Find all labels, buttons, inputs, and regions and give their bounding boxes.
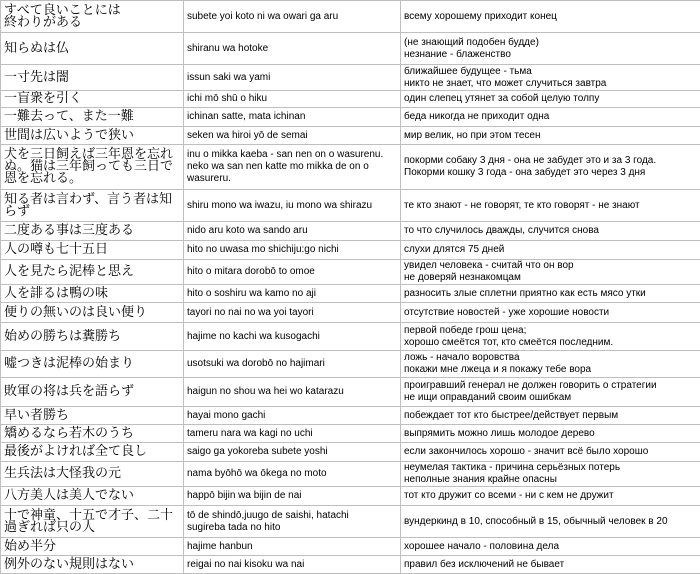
- romaji-cell: ichinan satte, mata ichinan: [184, 108, 401, 127]
- proverb-row: [1, 351, 700, 378]
- russian-translation-cell: первой победе грош цена; хорошо смеётся тот, кто смеётся последним.: [401, 323, 700, 351]
- romaji-cell: hajime hanbun: [184, 538, 401, 556]
- romaji-cell: tō de shindō,juugo de saishi, hatachi sugireba tada no hito: [184, 506, 401, 538]
- proverb-row: [1, 222, 700, 241]
- russian-translation-cell: если закончилось хорошо - значит всё было хорошо: [401, 443, 700, 462]
- romaji-cell: nama byōhō wa ōkega no moto: [184, 462, 401, 487]
- proverb-row: [1, 506, 700, 538]
- japanese-proverb-cell: 世間は広いようで狭い: [1, 127, 184, 145]
- japanese-proverb-cell: 一寸先は闇: [1, 65, 184, 91]
- russian-translation-cell: отсутствие новостей - уже хорошие новости: [401, 303, 700, 323]
- romaji-cell: haigun no shou wa hei wo katarazu: [184, 378, 401, 407]
- japanese-proverb-cell: 二度ある事は三度ある: [1, 222, 184, 241]
- romaji-cell: reigai no nai kisoku wa nai: [184, 556, 401, 574]
- romaji-cell: shiru mono wa iwazu, iu mono wa shirazu: [184, 190, 401, 222]
- proverb-row: [1, 378, 700, 407]
- japanese-proverb-cell: 犬を三日飼えば三年恩を忘れぬ。猫は三年飼っても三日で恩を忘れる。: [1, 145, 184, 190]
- romaji-cell: tayori no nai no wa yoi tayori: [184, 303, 401, 323]
- japanese-proverb-cell: 人を誹るは鴨の味: [1, 285, 184, 303]
- japanese-proverb-cell: 例外のない規則はない: [1, 556, 184, 574]
- japanese-proverb-cell: 便りの無いのは良い便り: [1, 303, 184, 323]
- russian-translation-cell: всему хорошему приходит конец: [401, 1, 700, 33]
- japanese-proverb-cell: 一難去って、また一難: [1, 108, 184, 127]
- russian-translation-cell: вундеркинд в 10, способный в 15, обычный человек в 20: [401, 506, 700, 538]
- romaji-cell: nido aru koto wa sando aru: [184, 222, 401, 241]
- romaji-cell: hito o mitara dorobō to omoe: [184, 260, 401, 285]
- russian-translation-cell: мир велик, но при этом тесен: [401, 127, 700, 145]
- japanese-proverb-cell: 一盲衆を引く: [1, 91, 184, 108]
- romaji-cell: hito o soshiru wa kamo no aji: [184, 285, 401, 303]
- proverb-row: [1, 303, 700, 323]
- romaji-cell: saigo ga yokoreba subete yoshi: [184, 443, 401, 462]
- proverb-row: [1, 323, 700, 351]
- romaji-cell: hajime no kachi wa kusogachi: [184, 323, 401, 351]
- proverb-row: [1, 487, 700, 506]
- romaji-cell: subete yoi koto ni wa owari ga aru: [184, 1, 401, 33]
- russian-translation-cell: то что случилось дважды, случится снова: [401, 222, 700, 241]
- russian-translation-cell: те кто знают - не говорят, те кто говорят - не знают: [401, 190, 700, 222]
- proverb-row: [1, 425, 700, 443]
- russian-translation-cell: ближайшее будущее - тьма никто не знает, что может случиться завтра: [401, 65, 700, 91]
- proverb-row: [1, 462, 700, 487]
- japanese-proverb-cell: 早い者勝ち: [1, 407, 184, 425]
- russian-translation-cell: ложь - начало воровства покажи мне лжеца и я покажу тебе вора: [401, 351, 700, 378]
- japanese-proverb-cell: 始め半分: [1, 538, 184, 556]
- romaji-cell: ichi mō shū o hiku: [184, 91, 401, 108]
- japanese-proverb-cell: 知る者は言わず、言う者は知らず: [1, 190, 184, 222]
- japanese-proverb-cell: 十で神童、十五で才子、二十過ぎれば只の人: [1, 506, 184, 538]
- russian-translation-cell: выпрямить можно лишь молодое дерево: [401, 425, 700, 443]
- russian-translation-cell: тот кто дружит со всеми - ни с кем не дружит: [401, 487, 700, 506]
- romaji-cell: inu o mikka kaeba - san nen on o wasurenu. neko wa san nen katte mo mikka de on o wasureru.: [184, 145, 401, 190]
- japanese-proverb-cell: 敗軍の将は兵を語らず: [1, 378, 184, 407]
- russian-translation-cell: разносить злые сплетни приятно как есть мясо утки: [401, 285, 700, 303]
- russian-translation-cell: проигравший генерал не должен говорить о стратегии не ищи оправданий своим ошибкам: [401, 378, 700, 407]
- japanese-proverb-cell: 人を見たら泥棒と思え: [1, 260, 184, 285]
- proverb-row: [1, 127, 700, 145]
- romaji-cell: hito no uwasa mo shichiju:go nichi: [184, 241, 401, 260]
- russian-translation-cell: (не знающий подобен будде) незнание - блаженство: [401, 33, 700, 65]
- proverb-row: [1, 285, 700, 303]
- romaji-cell: hayai mono gachi: [184, 407, 401, 425]
- russian-translation-cell: беда никогда не приходит одна: [401, 108, 700, 127]
- japanese-proverb-cell: 嘘つきは泥棒の始まり: [1, 351, 184, 378]
- proverb-row: [1, 241, 700, 260]
- proverb-row: [1, 260, 700, 285]
- russian-translation-cell: побеждает тот кто быстрее/действует первым: [401, 407, 700, 425]
- russian-translation-cell: неумелая тактика - причина серьёзных потерь неполные знания крайне опасны: [401, 462, 700, 487]
- proverb-row: [1, 33, 700, 65]
- romaji-cell: usotsuki wa dorobō no hajimari: [184, 351, 401, 378]
- japanese-proverb-cell: 始めの勝ちは糞勝ち: [1, 323, 184, 351]
- russian-translation-cell: правил без исключений не бывает: [401, 556, 700, 574]
- proverb-row: [1, 1, 700, 33]
- russian-translation-cell: увидел человека - считай что он вор не доверяй незнакомцам: [401, 260, 700, 285]
- japanese-proverb-cell: すべて良いことには 終わりがある: [1, 1, 184, 33]
- japanese-proverb-cell: 最後がよければ全て良し: [1, 443, 184, 462]
- romaji-cell: seken wa hiroi yō de semai: [184, 127, 401, 145]
- russian-translation-cell: хорошее начало - половина дела: [401, 538, 700, 556]
- russian-translation-cell: слухи длятся 75 дней: [401, 241, 700, 260]
- proverb-row: [1, 65, 700, 91]
- proverb-table-body: [1, 1, 700, 574]
- proverb-row: [1, 407, 700, 425]
- proverb-row: [1, 556, 700, 574]
- romaji-cell: issun saki wa yami: [184, 65, 401, 91]
- proverb-row: [1, 108, 700, 127]
- proverb-row: [1, 145, 700, 190]
- proverb-row: [1, 91, 700, 108]
- japanese-proverb-cell: 八方美人は美人でない: [1, 487, 184, 506]
- proverb-row: [1, 443, 700, 462]
- japanese-proverb-cell: 人の噂も七十五日: [1, 241, 184, 260]
- japanese-proverb-cell: 生兵法は大怪我の元: [1, 462, 184, 487]
- romaji-cell: happō bijin wa bijin de nai: [184, 487, 401, 506]
- proverb-row: [1, 190, 700, 222]
- romaji-cell: shiranu wa hotoke: [184, 33, 401, 65]
- japanese-proverb-cell: 知らぬは仏: [1, 33, 184, 65]
- japanese-proverb-cell: 矯めるなら若木のうち: [1, 425, 184, 443]
- russian-translation-cell: покорми собаку 3 дня - она не забудет это и за 3 года. Покорми кошку 3 года - она забудет это через 3 дня: [401, 145, 700, 190]
- russian-translation-cell: один слепец утянет за собой целую толпу: [401, 91, 700, 108]
- romaji-cell: tameru nara wa kagi no uchi: [184, 425, 401, 443]
